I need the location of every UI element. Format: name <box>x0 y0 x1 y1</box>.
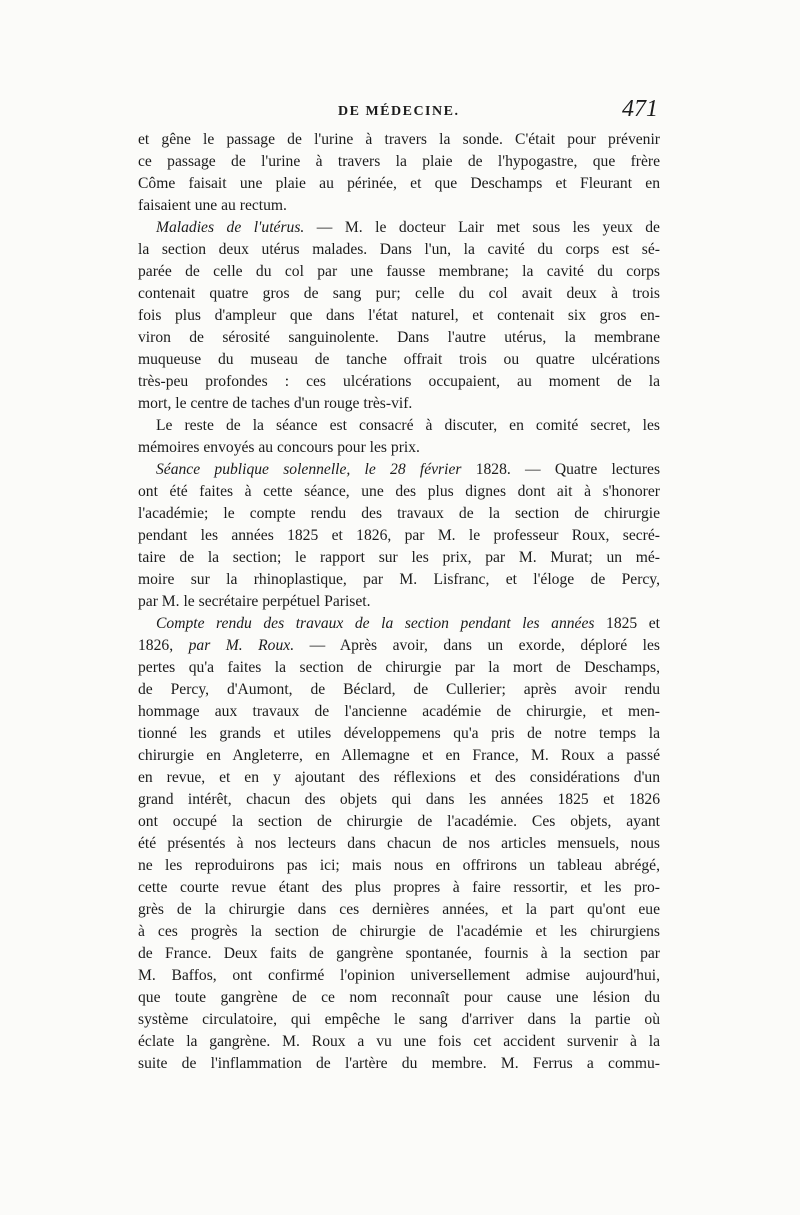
text-line: de Percy, d'Aumont, de Béclard, de Cullerier; après avoir rendu <box>138 681 660 698</box>
text-line: mort, le centre de taches d'un rouge très-vif. <box>138 395 413 412</box>
text-line: en revue, et en y ajoutant des réflexions et des considérations d'un <box>138 769 660 786</box>
author-name: par M. Roux. <box>188 637 295 654</box>
text-line <box>138 613 660 635</box>
text-line: moire sur la rhinoplastique, par M. Lisfranc, et l'éloge de Percy, <box>138 571 660 588</box>
text-line: de France. Deux faits de gangrène spontanée, fournis à la section par <box>138 945 660 962</box>
text-line: tionné les grands et utiles développemens qu'a pris de notre temps la <box>138 725 660 742</box>
body-text <box>138 129 660 1075</box>
text-line: taire de la section; le rapport sur les prix, par M. Murat; un mé- <box>138 549 660 566</box>
text-line <box>138 459 660 481</box>
running-head: DE MÉDECINE. <box>338 104 460 119</box>
text-run: 1828. — Quatre lectures <box>475 461 661 478</box>
text-line: ne les reproduirons pas ici; mais nous en offrirons un tableau abrégé, <box>138 857 660 874</box>
text-line: chirurgie en Angleterre, en Allemagne et en France, M. Roux a passé <box>138 747 660 764</box>
text-line: été présentés à nos lecteurs dans chacun de nos articles mensuels, nous <box>138 835 660 852</box>
section-heading-seance: Séance publique solennelle, le 28 février <box>156 461 462 478</box>
text-line: très-peu profondes : ces ulcérations occupaient, au moment de la <box>138 373 660 390</box>
text-line: système circulatoire, qui empêche le sang d'arriver dans la partie où <box>138 1011 660 1028</box>
text-line: hommage aux travaux de l'ancienne académie de chirurgie, et men- <box>138 703 660 720</box>
text-line: la section deux utérus malades. Dans l'un, la cavité du corps est sé- <box>138 241 660 258</box>
text-line: fois plus d'ampleur que dans l'état naturel, et contenait six gros en- <box>138 307 660 324</box>
text-line: éclate la gangrène. M. Roux a vu une fois cet accident survenir à la <box>138 1033 660 1050</box>
text-line: Le reste de la séance est consacré à discuter, en comité secret, les <box>156 417 660 434</box>
text-line: M. Baffos, ont confirmé l'opinion universellement admise aujourd'hui, <box>138 967 660 984</box>
text-line: suite de l'inflammation de l'artère du membre. M. Ferrus a commu- <box>138 1055 660 1072</box>
text-line: Côme faisait une plaie au périnée, et que Deschamps et Fleurant en <box>138 175 660 192</box>
text-run: — Après avoir, dans un exorde, déploré les <box>309 637 660 654</box>
text-run: 1825 et <box>606 615 660 632</box>
text-line: grand intérêt, chacun des objets qui dans les années 1825 et 1826 <box>138 791 660 808</box>
text-line: viron de sérosité sanguinolente. Dans l'autre utérus, la membrane <box>138 329 660 346</box>
text-line: ce passage de l'urine à travers la plaie de l'hypogastre, que frère <box>138 153 660 170</box>
text-line: mémoires envoyés au concours pour les prix. <box>138 439 420 456</box>
text-line: cette courte revue étant des plus propres à faire ressortir, et les pro- <box>138 879 660 896</box>
text-line: grès de la chirurgie dans ces dernières années, et la part qu'ont eue <box>138 901 660 918</box>
text-line: pendant les années 1825 et 1826, par M. le professeur Roux, secré- <box>138 527 660 544</box>
section-heading-compte-rendu: Compte rendu des travaux de la section pendant les années <box>156 615 595 632</box>
text-line: faisaient une au rectum. <box>138 197 287 214</box>
text-line: par M. le secrétaire perpétuel Pariset. <box>138 593 371 610</box>
text-line: ont occupé la section de chirurgie de l'académie. Ces objets, ayant <box>138 813 660 830</box>
text-line: ont été faites à cette séance, une des plus dignes dont ait à s'honorer <box>138 483 660 500</box>
text-run: — M. le docteur Lair met sous les yeux de <box>316 219 660 236</box>
text-line: parée de celle du col par une fausse membrane; la cavité du corps <box>138 263 660 280</box>
text-line: que toute gangrène de ce nom reconnaît pour cause une lésion du <box>138 989 660 1006</box>
text-line <box>138 635 660 657</box>
section-heading-maladies: Maladies de l'utérus. <box>156 219 305 236</box>
text-run: 1826, <box>138 637 189 654</box>
text-line: pertes qu'a faites la section de chirurgie par la mort de Deschamps, <box>138 659 660 676</box>
text-line: l'académie; le compte rendu des travaux de la section de chirurgie <box>138 505 660 522</box>
text-line: à ces progrès la section de chirurgie de l'académie et les chirurgiens <box>138 923 660 940</box>
text-line <box>138 217 660 239</box>
page-number: 471 <box>622 96 658 122</box>
text-line: contenait quatre gros de sang pur; celle du col avait deux à trois <box>138 285 660 302</box>
text-line: et gêne le passage de l'urine à travers la sonde. C'était pour prévenir <box>138 131 660 148</box>
text-line: muqueuse du museau de tanche offrait trois ou quatre ulcérations <box>138 351 660 368</box>
